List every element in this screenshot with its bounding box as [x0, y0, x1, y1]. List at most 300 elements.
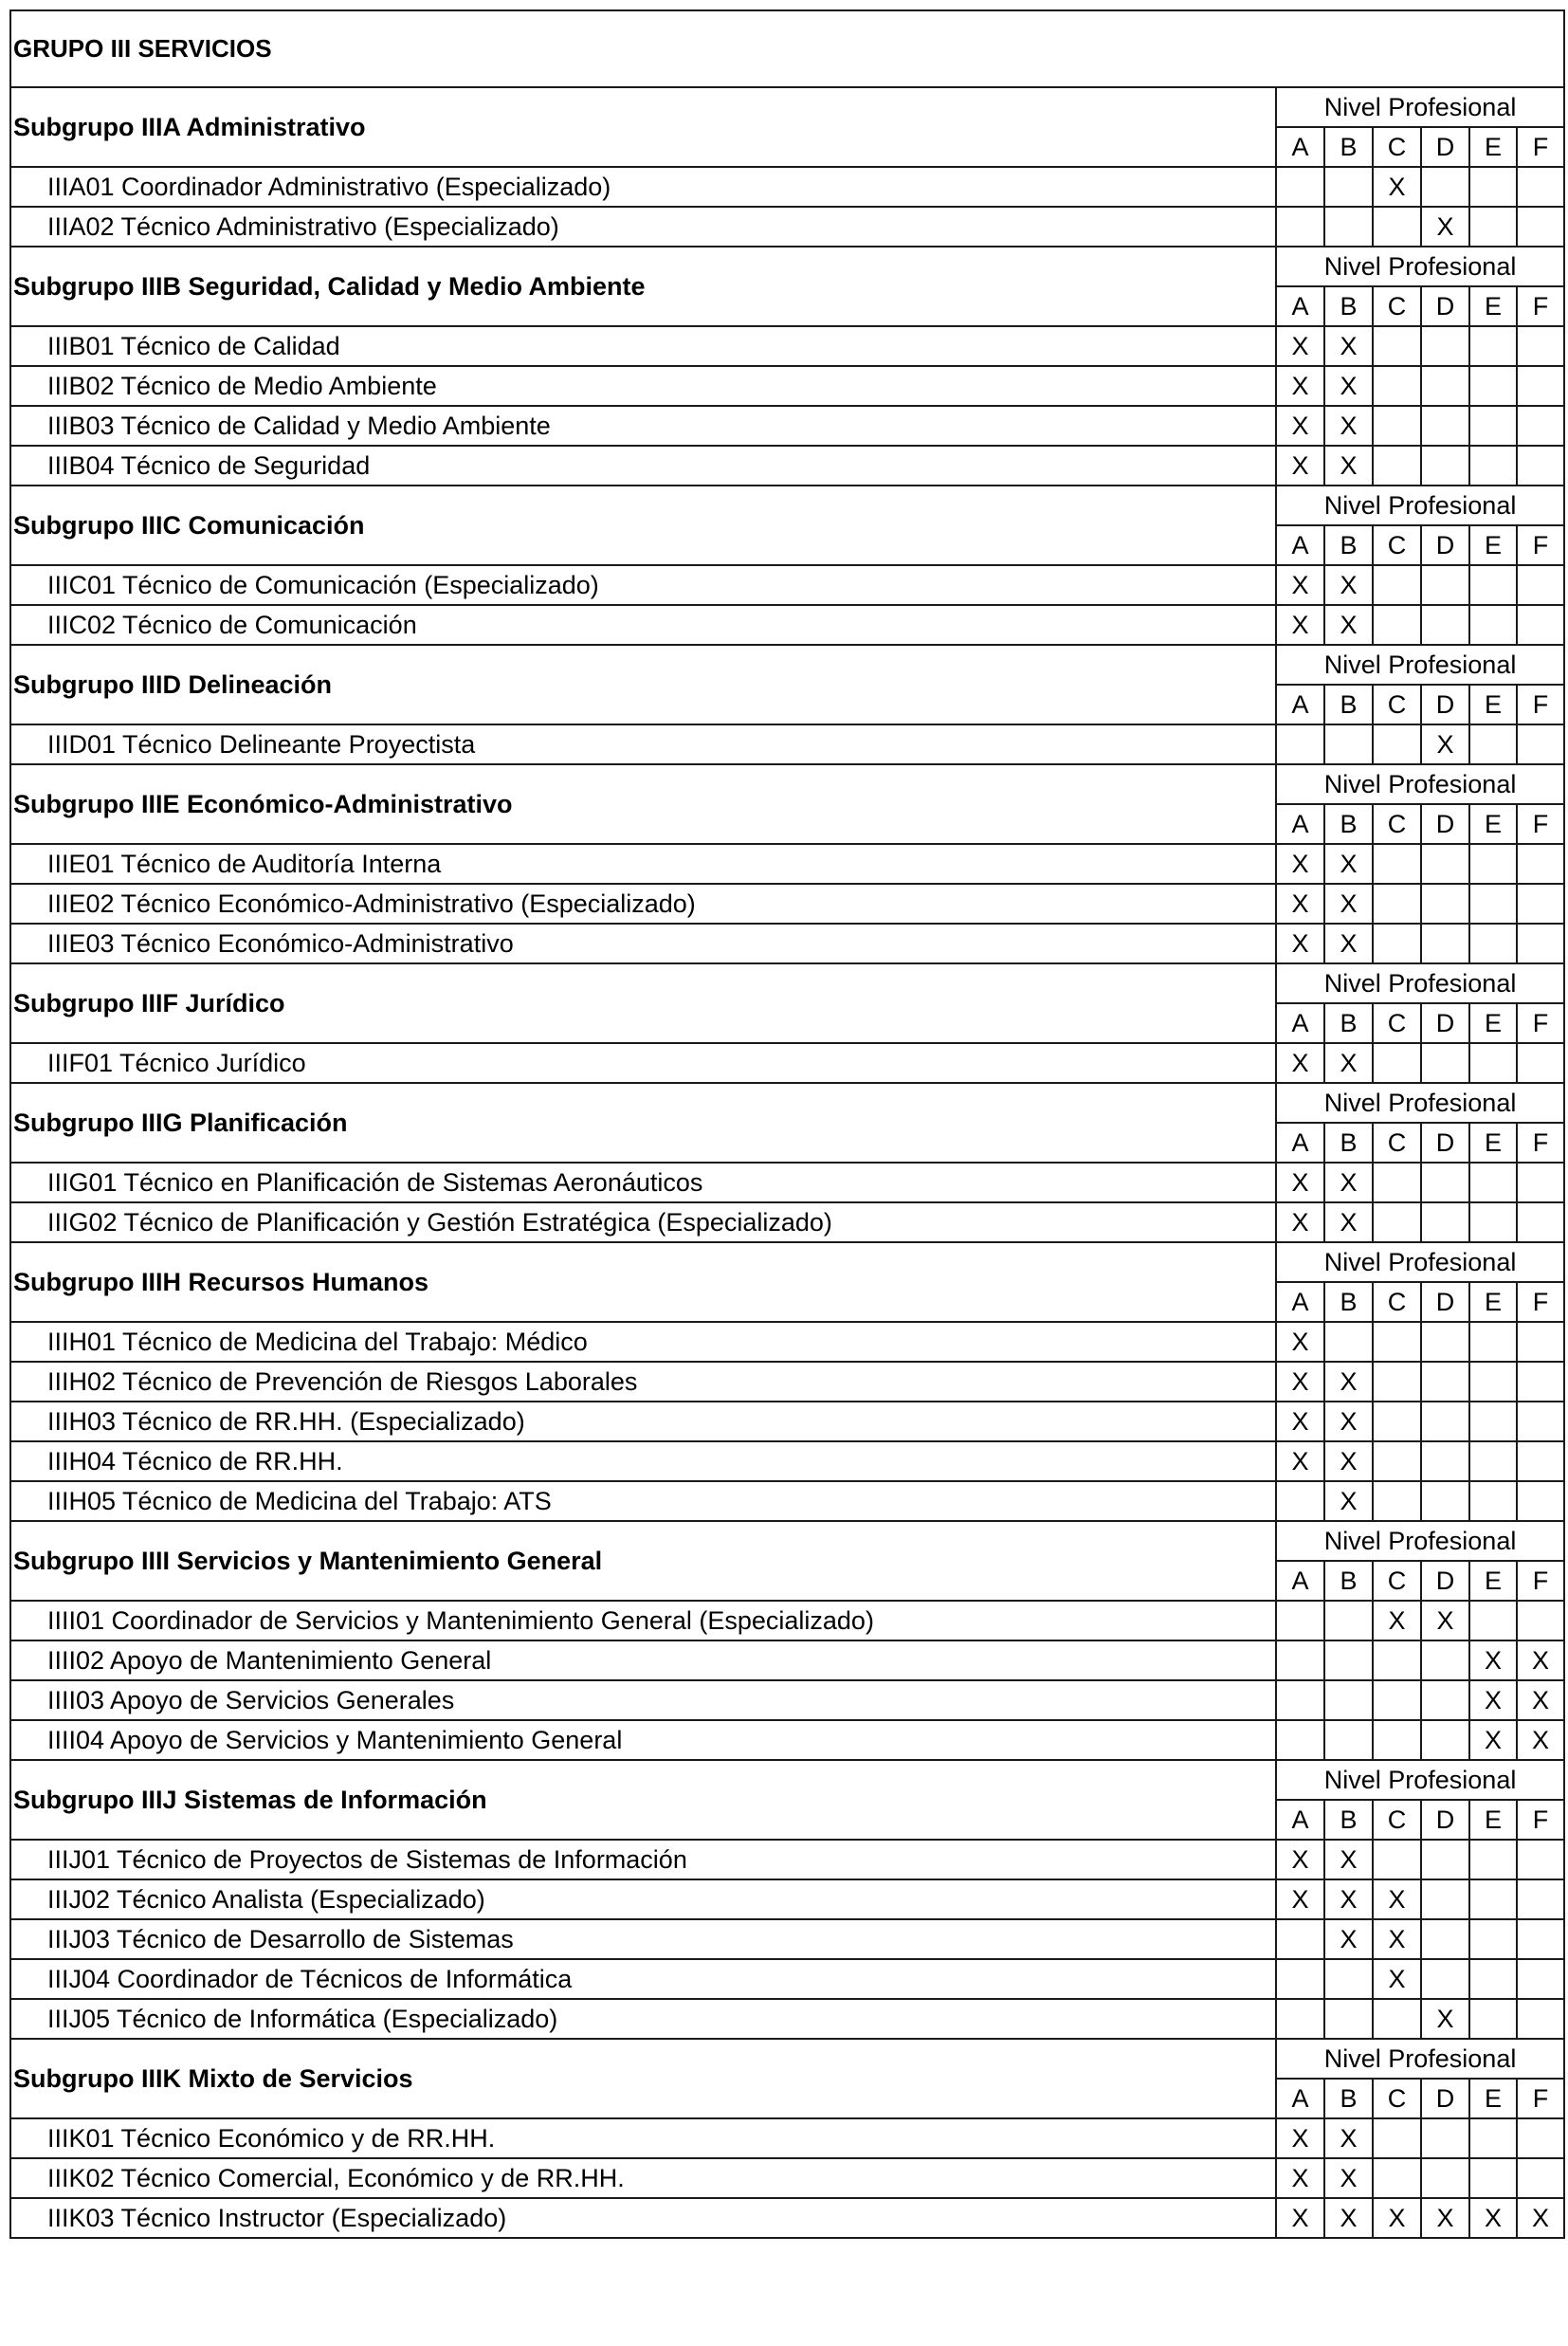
level-mark-a: X — [1276, 605, 1324, 645]
level-header-f: F — [1517, 1003, 1564, 1043]
subgroup-title: Subgrupo IIIG Planificación — [10, 1083, 1276, 1163]
level-mark-f — [1517, 844, 1564, 884]
job-row — [10, 167, 1564, 207]
level-mark-c — [1373, 1362, 1421, 1402]
level-header-e: E — [1469, 1282, 1517, 1322]
level-mark-a — [1276, 1481, 1324, 1521]
job-row — [10, 1840, 1564, 1879]
job-row — [10, 366, 1564, 406]
level-mark-b: X — [1324, 1840, 1373, 1879]
level-mark-f — [1517, 1481, 1564, 1521]
level-mark-f — [1517, 167, 1564, 207]
job-title: IIIA02 Técnico Administrativo (Especializado) — [10, 207, 1276, 247]
level-header-a: A — [1276, 127, 1324, 167]
level-mark-c — [1373, 1322, 1421, 1362]
job-title: IIIB01 Técnico de Calidad — [10, 326, 1276, 366]
level-mark-a: X — [1276, 1043, 1324, 1083]
level-mark-e — [1469, 366, 1517, 406]
level-header-a: A — [1276, 685, 1324, 724]
level-mark-a — [1276, 1999, 1324, 2039]
job-title: IIIH02 Técnico de Prevención de Riesgos Laborales — [10, 1362, 1276, 1402]
level-mark-c — [1373, 1640, 1421, 1680]
level-mark-b: X — [1324, 2198, 1373, 2238]
subgroup-header-row — [10, 2039, 1564, 2079]
level-mark-e — [1469, 406, 1517, 446]
level-mark-a — [1276, 1640, 1324, 1680]
level-mark-c: X — [1373, 1601, 1421, 1640]
job-title: IIIK01 Técnico Económico y de RR.HH. — [10, 2118, 1276, 2158]
job-title: IIIB03 Técnico de Calidad y Medio Ambiente — [10, 406, 1276, 446]
level-mark-b: X — [1324, 884, 1373, 924]
level-header-d: D — [1421, 804, 1469, 844]
level-mark-d — [1421, 167, 1469, 207]
level-header-d: D — [1421, 127, 1469, 167]
level-mark-b: X — [1324, 1362, 1373, 1402]
level-mark-f: X — [1517, 1640, 1564, 1680]
level-header-c: C — [1373, 1123, 1421, 1163]
job-title: IIIK03 Técnico Instructor (Especializado) — [10, 2198, 1276, 2238]
level-mark-a: X — [1276, 1402, 1324, 1441]
level-mark-a: X — [1276, 2198, 1324, 2238]
job-row — [10, 326, 1564, 366]
level-header-d: D — [1421, 525, 1469, 565]
level-mark-b: X — [1324, 1919, 1373, 1959]
job-row — [10, 884, 1564, 924]
level-mark-a — [1276, 1680, 1324, 1720]
level-header-b: B — [1324, 1282, 1373, 1322]
level-mark-d: X — [1421, 2198, 1469, 2238]
level-header-e: E — [1469, 804, 1517, 844]
level-header-d: D — [1421, 1561, 1469, 1601]
level-header-d: D — [1421, 2079, 1469, 2118]
job-title: IIIJ01 Técnico de Proyectos de Sistemas de Información — [10, 1840, 1276, 1879]
level-header-a: A — [1276, 804, 1324, 844]
level-mark-e — [1469, 1441, 1517, 1481]
job-title: IIIH05 Técnico de Medicina del Trabajo: ATS — [10, 1481, 1276, 1521]
level-header-f: F — [1517, 525, 1564, 565]
job-title: IIIG02 Técnico de Planificación y Gestión Estratégica (Especializado) — [10, 1202, 1276, 1242]
job-title: IIIH03 Técnico de RR.HH. (Especializado) — [10, 1402, 1276, 1441]
subgroup-title: Subgrupo IIIE Económico-Administrativo — [10, 764, 1276, 844]
level-mark-b: X — [1324, 565, 1373, 605]
level-mark-a: X — [1276, 565, 1324, 605]
subgroup-title: Subgrupo IIIK Mixto de Servicios — [10, 2039, 1276, 2118]
level-mark-e — [1469, 724, 1517, 764]
level-mark-c: X — [1373, 1879, 1421, 1919]
level-mark-b — [1324, 1959, 1373, 1999]
level-mark-c — [1373, 406, 1421, 446]
job-title: IIIJ05 Técnico de Informática (Especializado) — [10, 1999, 1276, 2039]
level-mark-f: X — [1517, 1680, 1564, 1720]
job-title: IIIH04 Técnico de RR.HH. — [10, 1441, 1276, 1481]
level-mark-b: X — [1324, 2158, 1373, 2198]
level-mark-a — [1276, 207, 1324, 247]
level-mark-a: X — [1276, 1879, 1324, 1919]
level-header-f: F — [1517, 1123, 1564, 1163]
level-mark-d — [1421, 1879, 1469, 1919]
level-mark-b — [1324, 1322, 1373, 1362]
level-mark-f — [1517, 2158, 1564, 2198]
level-mark-b: X — [1324, 406, 1373, 446]
level-header-c: C — [1373, 525, 1421, 565]
level-mark-a: X — [1276, 1163, 1324, 1202]
level-mark-d — [1421, 1402, 1469, 1441]
subgroup-header-row — [10, 764, 1564, 804]
level-mark-b — [1324, 1999, 1373, 2039]
level-header-f: F — [1517, 1800, 1564, 1840]
job-row — [10, 1959, 1564, 1999]
level-mark-d: X — [1421, 1601, 1469, 1640]
job-row — [10, 1919, 1564, 1959]
level-mark-b: X — [1324, 366, 1373, 406]
job-row — [10, 1601, 1564, 1640]
level-mark-e — [1469, 446, 1517, 486]
level-header-d: D — [1421, 1282, 1469, 1322]
level-mark-c: X — [1373, 2198, 1421, 2238]
level-mark-e — [1469, 565, 1517, 605]
level-mark-e — [1469, 1362, 1517, 1402]
level-mark-c — [1373, 1720, 1421, 1760]
level-mark-a: X — [1276, 1441, 1324, 1481]
level-mark-d — [1421, 1720, 1469, 1760]
title-row — [10, 10, 1564, 87]
level-mark-d — [1421, 1640, 1469, 1680]
subgroup-title: Subgrupo IIIF Jurídico — [10, 963, 1276, 1043]
level-mark-f — [1517, 406, 1564, 446]
level-mark-c: X — [1373, 167, 1421, 207]
level-mark-d — [1421, 1680, 1469, 1720]
level-mark-e — [1469, 1999, 1517, 2039]
job-title: IIIE03 Técnico Económico-Administrativo — [10, 924, 1276, 963]
level-mark-b — [1324, 167, 1373, 207]
level-mark-c — [1373, 1840, 1421, 1879]
nivel-profesional-label: Nivel Profesional — [1276, 963, 1564, 1003]
level-mark-c — [1373, 366, 1421, 406]
level-mark-f — [1517, 565, 1564, 605]
level-mark-f: X — [1517, 2198, 1564, 2238]
level-header-a: A — [1276, 1561, 1324, 1601]
level-mark-d — [1421, 446, 1469, 486]
level-mark-a: X — [1276, 1202, 1324, 1242]
job-title: IIIB04 Técnico de Seguridad — [10, 446, 1276, 486]
job-title: IIIK02 Técnico Comercial, Económico y de RR.HH. — [10, 2158, 1276, 2198]
level-mark-e — [1469, 207, 1517, 247]
level-mark-b — [1324, 1601, 1373, 1640]
job-title: IIIE02 Técnico Económico-Administrativo (Especializado) — [10, 884, 1276, 924]
level-mark-a — [1276, 167, 1324, 207]
level-mark-c — [1373, 1402, 1421, 1441]
level-header-f: F — [1517, 685, 1564, 724]
level-header-e: E — [1469, 286, 1517, 326]
job-row — [10, 565, 1564, 605]
level-mark-b: X — [1324, 844, 1373, 884]
nivel-profesional-label: Nivel Profesional — [1276, 2039, 1564, 2079]
level-mark-f — [1517, 1959, 1564, 1999]
level-header-c: C — [1373, 2079, 1421, 2118]
level-header-f: F — [1517, 127, 1564, 167]
level-mark-d — [1421, 1481, 1469, 1521]
level-mark-e — [1469, 1959, 1517, 1999]
level-mark-a: X — [1276, 1322, 1324, 1362]
job-title: IIIJ03 Técnico de Desarrollo de Sistemas — [10, 1919, 1276, 1959]
level-mark-b — [1324, 1680, 1373, 1720]
level-header-f: F — [1517, 1561, 1564, 1601]
level-mark-d — [1421, 2118, 1469, 2158]
nivel-profesional-label: Nivel Profesional — [1276, 87, 1564, 127]
level-mark-b: X — [1324, 1481, 1373, 1521]
level-mark-e: X — [1469, 1640, 1517, 1680]
job-title: IIIJ02 Técnico Analista (Especializado) — [10, 1879, 1276, 1919]
subgroup-title: Subgrupo IIII Servicios y Mantenimiento General — [10, 1521, 1276, 1601]
subgroup-header-row — [10, 247, 1564, 286]
subgroup-header-row — [10, 963, 1564, 1003]
level-mark-a — [1276, 1959, 1324, 1999]
level-header-b: B — [1324, 2079, 1373, 2118]
job-title: IIIG01 Técnico en Planificación de Sistemas Aeronáuticos — [10, 1163, 1276, 1202]
level-header-c: C — [1373, 685, 1421, 724]
level-mark-e — [1469, 1879, 1517, 1919]
level-mark-c: X — [1373, 1959, 1421, 1999]
job-row — [10, 1441, 1564, 1481]
level-mark-b: X — [1324, 1402, 1373, 1441]
level-mark-a: X — [1276, 406, 1324, 446]
job-title: IIIA01 Coordinador Administrativo (Especializado) — [10, 167, 1276, 207]
level-header-e: E — [1469, 525, 1517, 565]
level-mark-c — [1373, 1680, 1421, 1720]
level-header-c: C — [1373, 127, 1421, 167]
level-mark-c — [1373, 1043, 1421, 1083]
level-mark-f — [1517, 366, 1564, 406]
level-mark-f: X — [1517, 1720, 1564, 1760]
level-mark-e — [1469, 2118, 1517, 2158]
level-header-d: D — [1421, 286, 1469, 326]
job-row — [10, 1322, 1564, 1362]
level-mark-b: X — [1324, 1043, 1373, 1083]
subgroup-title: Subgrupo IIIJ Sistemas de Información — [10, 1760, 1276, 1840]
job-row — [10, 2118, 1564, 2158]
level-mark-e — [1469, 1601, 1517, 1640]
level-header-d: D — [1421, 685, 1469, 724]
level-mark-a: X — [1276, 844, 1324, 884]
job-title: IIIE01 Técnico de Auditoría Interna — [10, 844, 1276, 884]
level-mark-d — [1421, 1919, 1469, 1959]
level-mark-b: X — [1324, 446, 1373, 486]
level-mark-c — [1373, 1441, 1421, 1481]
job-row — [10, 1043, 1564, 1083]
subgroup-header-row — [10, 1521, 1564, 1561]
level-header-b: B — [1324, 685, 1373, 724]
level-mark-b: X — [1324, 2118, 1373, 2158]
job-row — [10, 1680, 1564, 1720]
level-header-a: A — [1276, 525, 1324, 565]
level-mark-b — [1324, 207, 1373, 247]
level-header-e: E — [1469, 1561, 1517, 1601]
level-header-b: B — [1324, 525, 1373, 565]
level-mark-f — [1517, 1202, 1564, 1242]
level-mark-b — [1324, 724, 1373, 764]
job-title: IIII03 Apoyo de Servicios Generales — [10, 1680, 1276, 1720]
level-mark-d — [1421, 1840, 1469, 1879]
job-row — [10, 1402, 1564, 1441]
level-mark-a: X — [1276, 446, 1324, 486]
level-mark-c — [1373, 446, 1421, 486]
level-mark-a: X — [1276, 1840, 1324, 1879]
job-title: IIIF01 Técnico Jurídico — [10, 1043, 1276, 1083]
level-header-e: E — [1469, 685, 1517, 724]
level-mark-f — [1517, 1879, 1564, 1919]
level-mark-e — [1469, 605, 1517, 645]
level-header-a: A — [1276, 1123, 1324, 1163]
level-mark-d — [1421, 406, 1469, 446]
level-mark-b: X — [1324, 326, 1373, 366]
level-mark-a — [1276, 1720, 1324, 1760]
level-mark-e: X — [1469, 1720, 1517, 1760]
subgroup-title: Subgrupo IIID Delineación — [10, 645, 1276, 724]
level-mark-e — [1469, 1202, 1517, 1242]
level-mark-d — [1421, 1322, 1469, 1362]
level-mark-d — [1421, 605, 1469, 645]
level-mark-e: X — [1469, 2198, 1517, 2238]
level-mark-d — [1421, 1441, 1469, 1481]
level-mark-b: X — [1324, 1879, 1373, 1919]
level-header-c: C — [1373, 1561, 1421, 1601]
level-header-c: C — [1373, 1800, 1421, 1840]
level-mark-b: X — [1324, 1202, 1373, 1242]
level-header-b: B — [1324, 1561, 1373, 1601]
level-header-b: B — [1324, 1800, 1373, 1840]
level-mark-e — [1469, 1402, 1517, 1441]
nivel-profesional-label: Nivel Profesional — [1276, 764, 1564, 804]
level-header-e: E — [1469, 1123, 1517, 1163]
level-header-f: F — [1517, 804, 1564, 844]
level-mark-d — [1421, 924, 1469, 963]
level-header-c: C — [1373, 804, 1421, 844]
level-header-e: E — [1469, 1800, 1517, 1840]
level-header-f: F — [1517, 2079, 1564, 2118]
level-mark-d — [1421, 844, 1469, 884]
job-row — [10, 844, 1564, 884]
level-header-e: E — [1469, 127, 1517, 167]
level-header-d: D — [1421, 1003, 1469, 1043]
job-row — [10, 1481, 1564, 1521]
level-header-a: A — [1276, 286, 1324, 326]
level-mark-e — [1469, 1919, 1517, 1959]
group-title: GRUPO III SERVICIOS — [10, 10, 1564, 87]
level-mark-f — [1517, 2118, 1564, 2158]
level-mark-f — [1517, 924, 1564, 963]
level-mark-d — [1421, 2158, 1469, 2198]
level-mark-c — [1373, 2118, 1421, 2158]
job-title: IIIJ04 Coordinador de Técnicos de Informática — [10, 1959, 1276, 1999]
nivel-profesional-label: Nivel Profesional — [1276, 1521, 1564, 1561]
classification-table — [9, 9, 1565, 2239]
level-header-c: C — [1373, 1282, 1421, 1322]
level-mark-e — [1469, 884, 1517, 924]
level-mark-f — [1517, 884, 1564, 924]
level-header-e: E — [1469, 1003, 1517, 1043]
level-header-b: B — [1324, 804, 1373, 844]
level-header-d: D — [1421, 1800, 1469, 1840]
job-row — [10, 1640, 1564, 1680]
level-mark-e — [1469, 1163, 1517, 1202]
job-row — [10, 724, 1564, 764]
level-mark-d — [1421, 1959, 1469, 1999]
nivel-profesional-label: Nivel Profesional — [1276, 486, 1564, 525]
job-title: IIII01 Coordinador de Servicios y Mantenimiento General (Especializado) — [10, 1601, 1276, 1640]
level-mark-e — [1469, 1840, 1517, 1879]
level-mark-d: X — [1421, 1999, 1469, 2039]
level-mark-a: X — [1276, 924, 1324, 963]
level-header-c: C — [1373, 286, 1421, 326]
job-title: IIII04 Apoyo de Servicios y Mantenimiento General — [10, 1720, 1276, 1760]
level-mark-f — [1517, 1163, 1564, 1202]
job-row — [10, 406, 1564, 446]
level-mark-f — [1517, 1601, 1564, 1640]
level-mark-a: X — [1276, 366, 1324, 406]
level-mark-d — [1421, 1362, 1469, 1402]
level-mark-a — [1276, 1601, 1324, 1640]
level-header-b: B — [1324, 286, 1373, 326]
job-title: IIIB02 Técnico de Medio Ambiente — [10, 366, 1276, 406]
level-mark-c — [1373, 924, 1421, 963]
job-row — [10, 207, 1564, 247]
level-mark-e — [1469, 326, 1517, 366]
level-mark-c — [1373, 844, 1421, 884]
level-mark-f — [1517, 1999, 1564, 2039]
job-title: IIIC01 Técnico de Comunicación (Especializado) — [10, 565, 1276, 605]
subgroup-header-row — [10, 1083, 1564, 1123]
job-row — [10, 2158, 1564, 2198]
nivel-profesional-label: Nivel Profesional — [1276, 1760, 1564, 1800]
subgroup-title: Subgrupo IIIB Seguridad, Calidad y Medio Ambiente — [10, 247, 1276, 326]
job-title: IIIC02 Técnico de Comunicación — [10, 605, 1276, 645]
level-mark-a — [1276, 724, 1324, 764]
job-row — [10, 1202, 1564, 1242]
level-mark-f — [1517, 1441, 1564, 1481]
level-mark-d — [1421, 366, 1469, 406]
level-mark-d: X — [1421, 724, 1469, 764]
level-mark-d: X — [1421, 207, 1469, 247]
level-mark-f — [1517, 1402, 1564, 1441]
level-mark-b: X — [1324, 1163, 1373, 1202]
job-row — [10, 1362, 1564, 1402]
level-mark-d — [1421, 1163, 1469, 1202]
subgroup-header-row — [10, 1760, 1564, 1800]
level-mark-d — [1421, 1202, 1469, 1242]
job-row — [10, 2198, 1564, 2238]
level-mark-c — [1373, 1163, 1421, 1202]
level-mark-d — [1421, 326, 1469, 366]
job-row — [10, 446, 1564, 486]
level-mark-c — [1373, 207, 1421, 247]
level-mark-a: X — [1276, 1362, 1324, 1402]
subgroup-title: Subgrupo IIIC Comunicación — [10, 486, 1276, 565]
level-mark-c — [1373, 1999, 1421, 2039]
level-mark-b: X — [1324, 605, 1373, 645]
level-header-b: B — [1324, 127, 1373, 167]
level-mark-f — [1517, 724, 1564, 764]
level-mark-f — [1517, 1840, 1564, 1879]
level-header-b: B — [1324, 1003, 1373, 1043]
level-mark-f — [1517, 605, 1564, 645]
level-mark-a — [1276, 1919, 1324, 1959]
level-header-c: C — [1373, 1003, 1421, 1043]
level-mark-f — [1517, 1362, 1564, 1402]
level-mark-c: X — [1373, 1919, 1421, 1959]
level-header-a: A — [1276, 1003, 1324, 1043]
level-mark-c — [1373, 565, 1421, 605]
level-mark-d — [1421, 884, 1469, 924]
